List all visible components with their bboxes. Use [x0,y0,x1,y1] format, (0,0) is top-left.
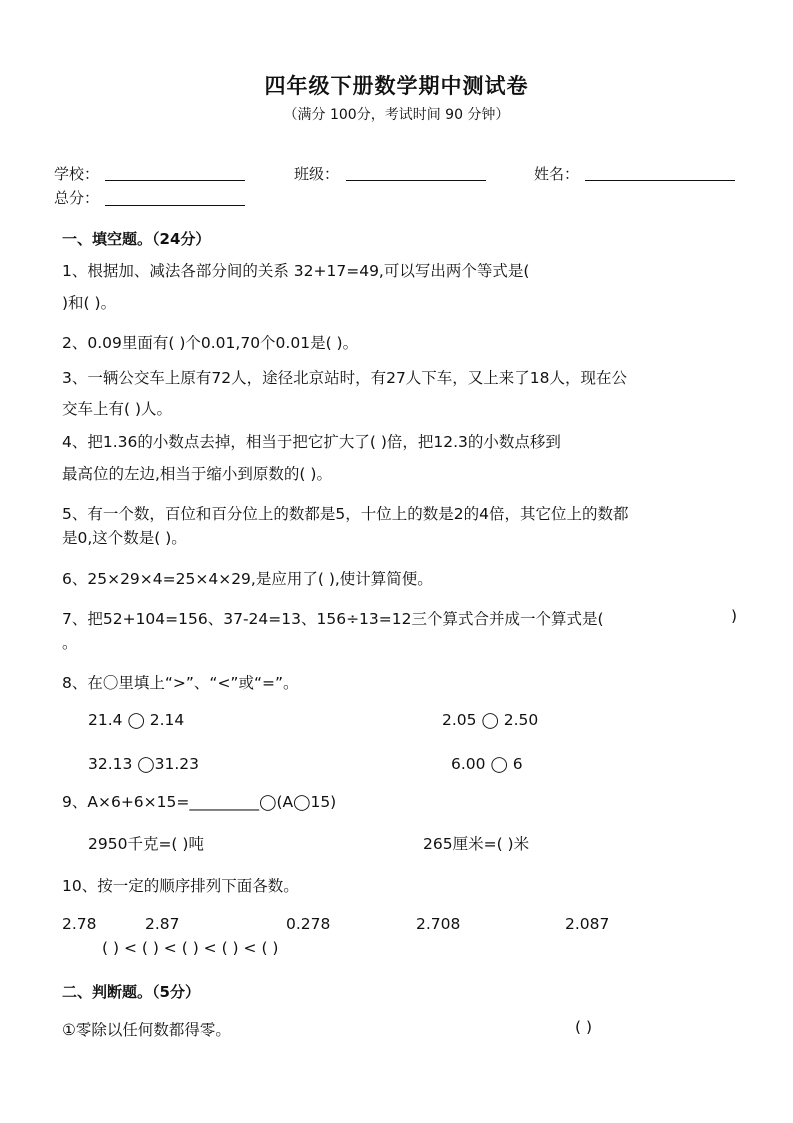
page-title: 四年级下册数学期中测试卷 [264,73,529,98]
q7-line1: 7、把52+104=156、37-24=13、156÷13=12三个算式合并成一个算式是( [62,610,604,628]
total-blank[interactable] [105,204,245,206]
judgement-1-answer-paren: ( ) [575,1018,593,1036]
q6: 6、25×29×4=25×4×29,是应用了( ),使计算简便。 [62,570,433,588]
q7-close-paren: ) [731,607,738,625]
page-subtitle: （满分 100分，考试时间 90 分钟） [283,107,510,123]
school-label: 学校： [54,165,100,183]
q3-line2: 交车上有( )人。 [62,400,173,418]
q5-line2: 是0,这个数是( )。 [62,529,187,547]
q2: 2、0.09里面有( )个0.01,70个0.01是( )。 [62,334,359,352]
q10-number-2: 2.87 [145,915,180,933]
school-blank[interactable] [105,179,245,181]
q10-number-4: 2.708 [416,915,461,933]
q4-line1: 4、把1.36的小数点去掉，相当于把它扩大了( )倍，把12.3的小数点移到 [62,433,561,451]
q10-number-5: 2.087 [565,915,610,933]
q5-line1: 5、有一个数，百位和百分位上的数都是5，十位上的数是2的4倍，其它位上的数都 [62,505,629,523]
q4-line2: 最高位的左边,相当于缩小到原数的( )。 [62,465,332,483]
class-blank[interactable] [346,179,486,181]
q10-order-blanks: ( ) < ( ) < ( ) < ( ) < ( ) [102,939,279,957]
q8: 8、在〇里填上“>”、“<”或“=”。 [62,674,299,692]
q10: 10、按一定的顺序排列下面各数。 [62,877,299,895]
judgement-1: ①零除以任何数都得零。 [62,1021,231,1039]
q8-item-2: 2.05 ◯ 2.50 [442,711,539,729]
q8-item-4: 6.00 ◯ 6 [451,755,523,773]
q8-item-1: 21.4 ◯ 2.14 [88,711,185,729]
q3-line1: 3、一辆公交车上原有72人，途径北京站时，有27人下车，又上来了18人，现在公 [62,369,628,387]
q1-line2: )和( )。 [62,294,117,312]
q9-item-2: 265厘米=( )米 [423,835,530,853]
q9: 9、A×6+6×15=_________◯(A◯15) [62,793,337,811]
total-label: 总分： [54,189,100,207]
q9-item-1: 2950千克=( )吨 [88,835,204,853]
name-label: 姓名： [534,165,580,183]
class-label: 班级： [294,165,340,183]
q10-number-1: 2.78 [62,915,97,933]
section2-heading: 二、判断题。（5分） [62,983,200,1001]
q7-line2: 。 [62,634,78,652]
name-blank[interactable] [585,179,735,181]
section1-heading: 一、填空题。（24分） [62,230,211,248]
q8-item-3: 32.13 ◯31.23 [88,755,200,773]
q10-number-3: 0.278 [286,915,331,933]
q1-line1: 1、根据加、减法各部分间的关系 32+17=49,可以写出两个等式是( [62,262,530,280]
